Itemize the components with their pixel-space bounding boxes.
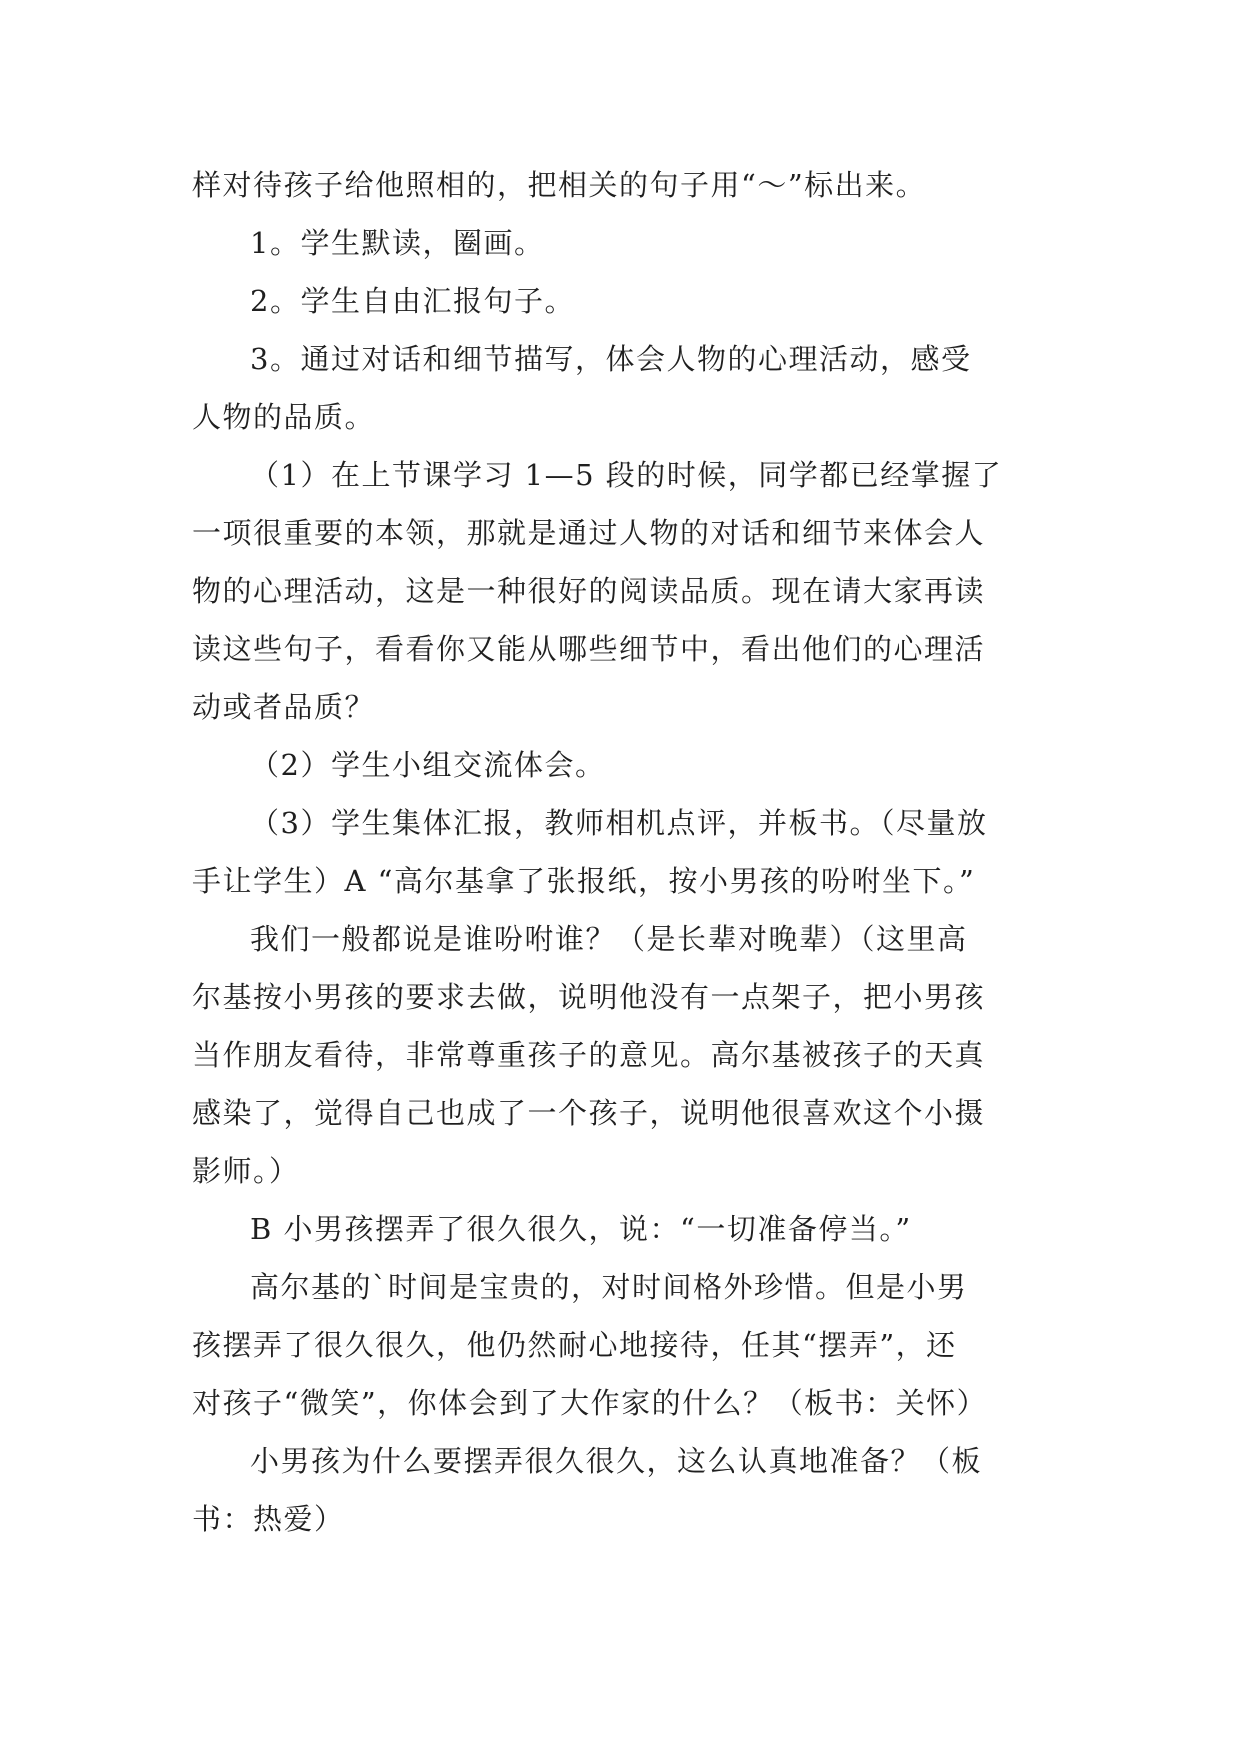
text-line: 一项很重要的本领，那就是通过人物的对话和细节来体会人 (192, 516, 986, 550)
text-line: 2。学生自由汇报句子。 (250, 284, 575, 318)
text-line: 手让学生）A “高尔基拿了张报纸，按小男孩的吩咐坐下。” (192, 864, 976, 898)
text-line: 书：热爱） (192, 1502, 345, 1536)
text-line: 动或者品质？ (192, 690, 376, 724)
text-line: （1）在上节课学习 1—5 段的时候，同学都已经掌握了 (250, 458, 1003, 492)
text-line: 尔基按小男孩的要求去做，说明他没有一点架子，把小男孩 (192, 980, 986, 1014)
text-line: 1。学生默读，圈画。 (250, 226, 545, 260)
text-line: 小男孩为什么要摆弄很久很久，这么认真地准备？（板 (250, 1444, 983, 1478)
text-line: 读这些句子，看看你又能从哪些细节中，看出他们的心理活 (192, 632, 986, 666)
text-line: 我们一般都说是谁吩咐谁？（是长辈对晚辈）（这里高 (250, 922, 968, 956)
text-line: （2）学生小组交流体会。 (250, 748, 606, 782)
text-line: 孩摆弄了很久很久，他仍然耐心地接待，任其“摆弄”，还 (192, 1328, 957, 1362)
text-line: 样对待孩子给他照相的，把相关的句子用“～”标出来。 (192, 168, 927, 202)
text-line: 物的心理活动，这是一种很好的阅读品质。现在请大家再读 (192, 574, 986, 608)
text-line: B 小男孩摆弄了很久很久，说：“一切准备停当。” (250, 1212, 912, 1246)
text-line: 对孩子“微笑”，你体会到了大作家的什么？（板书：关怀） (192, 1386, 988, 1420)
text-line: （3）学生集体汇报，教师相机点评，并板书。（尽量放 (250, 806, 988, 840)
text-line: 人物的品质。 (192, 400, 376, 434)
text-line: 当作朋友看待，非常尊重孩子的意见。高尔基被孩子的天真 (192, 1038, 986, 1072)
text-line: 高尔基的`时间是宝贵的，对时间格外珍惜。但是小男 (250, 1270, 968, 1304)
text-line: 影师。） (192, 1154, 300, 1188)
text-line: 3。通过对话和细节描写，体会人物的心理活动，感受 (250, 342, 972, 376)
text-line: 感染了，觉得自己也成了一个孩子，说明他很喜欢这个小摄 (192, 1096, 986, 1130)
